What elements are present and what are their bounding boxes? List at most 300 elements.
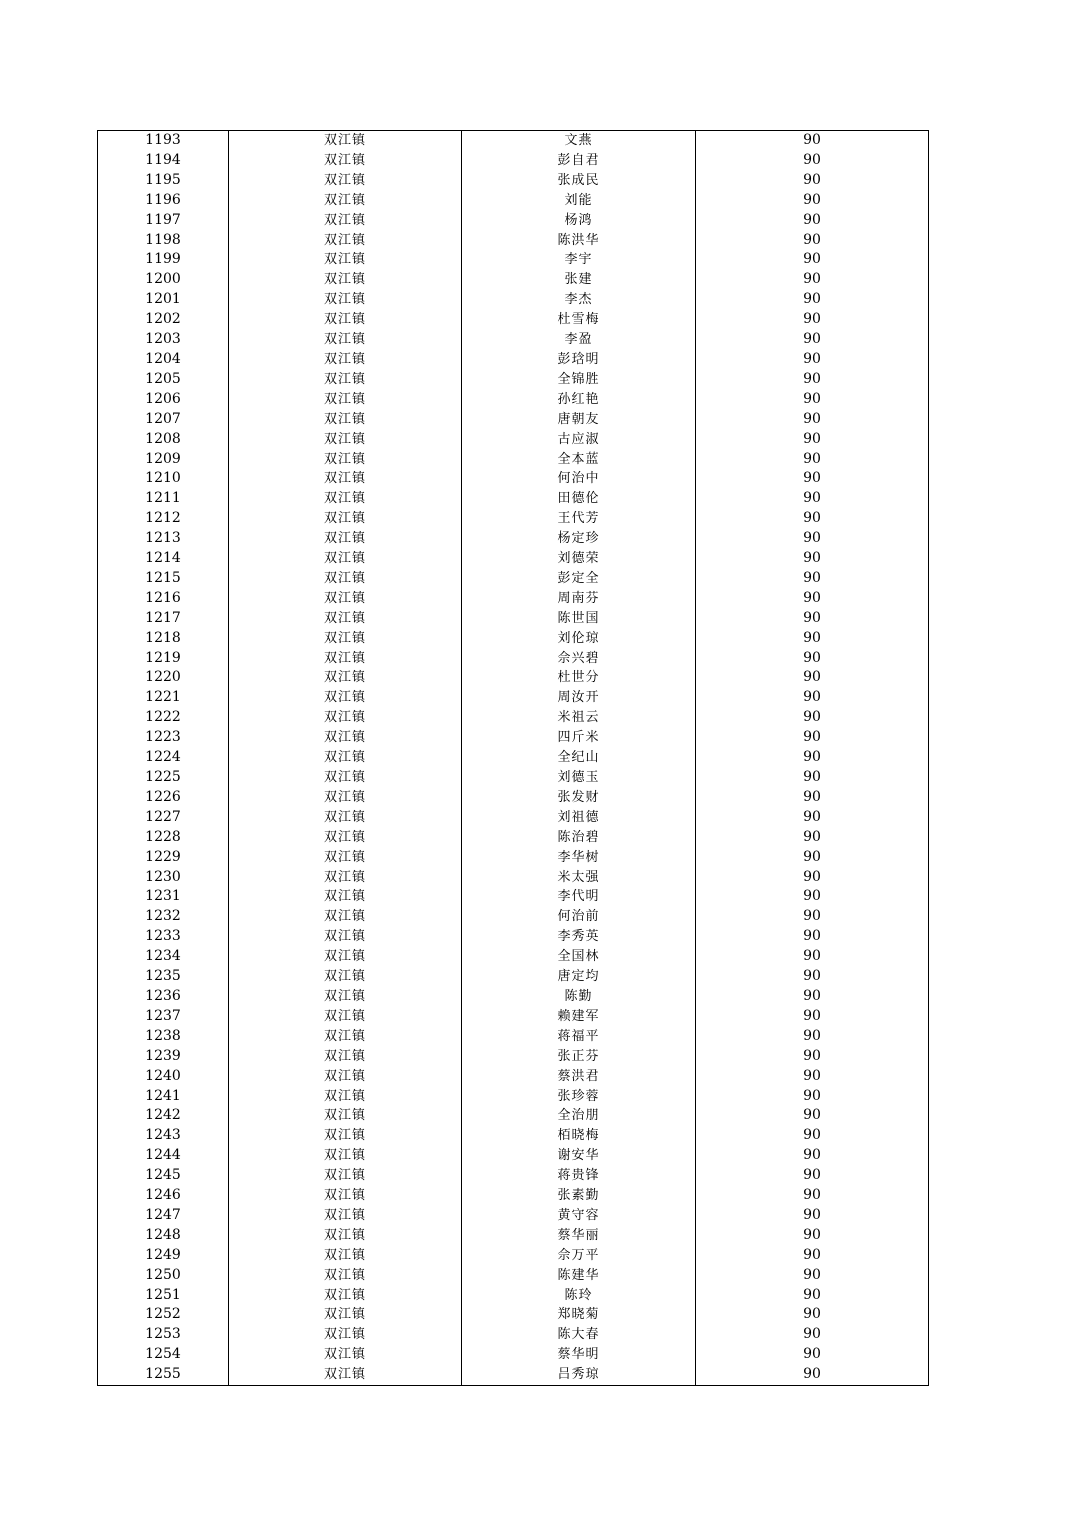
amount-cell: 90 — [696, 987, 929, 1007]
serial-number-cell: 1249 — [98, 1246, 229, 1266]
township-cell: 双江镇 — [229, 1266, 462, 1286]
serial-number-cell: 1220 — [98, 668, 229, 688]
serial-number-cell: 1233 — [98, 927, 229, 947]
serial-number-cell: 1198 — [98, 231, 229, 251]
person-name-cell: 佘万平 — [462, 1246, 696, 1266]
table-row — [98, 330, 929, 350]
table-row — [98, 987, 929, 1007]
table-row — [98, 1345, 929, 1365]
table-row — [98, 1106, 929, 1126]
serial-number-cell: 1231 — [98, 887, 229, 907]
township-cell: 双江镇 — [229, 728, 462, 748]
amount-cell: 90 — [696, 808, 929, 828]
table-row — [98, 1047, 929, 1067]
person-name-cell: 李盈 — [462, 330, 696, 350]
table-row — [98, 808, 929, 828]
person-name-cell: 蒋福平 — [462, 1027, 696, 1047]
person-name-cell: 陈治碧 — [462, 828, 696, 848]
amount-cell: 90 — [696, 1226, 929, 1246]
serial-number-cell: 1239 — [98, 1047, 229, 1067]
table-row — [98, 1305, 929, 1325]
serial-number-cell: 1217 — [98, 609, 229, 629]
township-cell: 双江镇 — [229, 1027, 462, 1047]
person-name-cell: 蔡华明 — [462, 1345, 696, 1365]
township-cell: 双江镇 — [229, 708, 462, 728]
amount-cell: 90 — [696, 1246, 929, 1266]
amount-cell: 90 — [696, 450, 929, 470]
township-cell: 双江镇 — [229, 430, 462, 450]
township-cell: 双江镇 — [229, 1325, 462, 1345]
table-row — [98, 529, 929, 549]
amount-cell: 90 — [696, 728, 929, 748]
township-cell: 双江镇 — [229, 1365, 462, 1385]
table-row — [98, 151, 929, 171]
amount-cell: 90 — [696, 589, 929, 609]
serial-number-cell: 1250 — [98, 1266, 229, 1286]
amount-cell: 90 — [696, 907, 929, 927]
township-cell: 双江镇 — [229, 250, 462, 270]
township-cell: 双江镇 — [229, 649, 462, 669]
serial-number-cell: 1235 — [98, 967, 229, 987]
table-row — [98, 270, 929, 290]
township-cell: 双江镇 — [229, 450, 462, 470]
serial-number-cell: 1226 — [98, 788, 229, 808]
amount-cell: 90 — [696, 191, 929, 211]
serial-number-cell: 1223 — [98, 728, 229, 748]
amount-cell: 90 — [696, 569, 929, 589]
serial-number-cell: 1216 — [98, 589, 229, 609]
township-cell: 双江镇 — [229, 907, 462, 927]
person-name-cell: 谢安华 — [462, 1146, 696, 1166]
person-name-cell: 杨鸿 — [462, 211, 696, 231]
township-cell: 双江镇 — [229, 509, 462, 529]
table-row — [98, 350, 929, 370]
serial-number-cell: 1252 — [98, 1305, 229, 1325]
amount-cell: 90 — [696, 629, 929, 649]
person-name-cell: 郑晓菊 — [462, 1305, 696, 1325]
township-cell: 双江镇 — [229, 1345, 462, 1365]
person-name-cell: 佘兴碧 — [462, 649, 696, 669]
amount-cell: 90 — [696, 668, 929, 688]
amount-cell: 90 — [696, 231, 929, 251]
amount-cell: 90 — [696, 688, 929, 708]
table-row — [98, 688, 929, 708]
amount-cell: 90 — [696, 649, 929, 669]
table-row — [98, 469, 929, 489]
table-row — [98, 907, 929, 927]
amount-cell: 90 — [696, 748, 929, 768]
amount-cell: 90 — [696, 708, 929, 728]
serial-number-cell: 1245 — [98, 1166, 229, 1186]
table-row — [98, 708, 929, 728]
person-name-cell: 栢晓梅 — [462, 1126, 696, 1146]
serial-number-cell: 1241 — [98, 1087, 229, 1107]
township-cell: 双江镇 — [229, 629, 462, 649]
serial-number-cell: 1253 — [98, 1325, 229, 1345]
table-row — [98, 927, 929, 947]
serial-number-cell: 1194 — [98, 151, 229, 171]
township-cell: 双江镇 — [229, 1126, 462, 1146]
person-name-cell: 周汝开 — [462, 688, 696, 708]
person-name-cell: 李杰 — [462, 290, 696, 310]
person-name-cell: 杜雪梅 — [462, 310, 696, 330]
serial-number-cell: 1209 — [98, 450, 229, 470]
person-name-cell: 刘德荣 — [462, 549, 696, 569]
table-row — [98, 1246, 929, 1266]
township-cell: 双江镇 — [229, 1286, 462, 1306]
person-name-cell: 李代明 — [462, 887, 696, 907]
person-name-cell: 全治朋 — [462, 1106, 696, 1126]
township-cell: 双江镇 — [229, 1246, 462, 1266]
serial-number-cell: 1228 — [98, 828, 229, 848]
township-cell: 双江镇 — [229, 748, 462, 768]
table-row — [98, 649, 929, 669]
township-cell: 双江镇 — [229, 668, 462, 688]
serial-number-cell: 1211 — [98, 489, 229, 509]
township-cell: 双江镇 — [229, 1186, 462, 1206]
amount-cell: 90 — [696, 887, 929, 907]
township-cell: 双江镇 — [229, 489, 462, 509]
amount-cell: 90 — [696, 350, 929, 370]
table-row — [98, 171, 929, 191]
serial-number-cell: 1243 — [98, 1126, 229, 1146]
amount-cell: 90 — [696, 410, 929, 430]
person-name-cell: 张成民 — [462, 171, 696, 191]
person-name-cell: 陈世国 — [462, 609, 696, 629]
serial-number-cell: 1230 — [98, 868, 229, 888]
table-row — [98, 1067, 929, 1087]
person-name-cell: 米太强 — [462, 868, 696, 888]
table-row — [98, 589, 929, 609]
township-cell: 双江镇 — [229, 529, 462, 549]
township-cell: 双江镇 — [229, 1146, 462, 1166]
table-row — [98, 569, 929, 589]
table-row — [98, 390, 929, 410]
person-name-cell: 陈建华 — [462, 1266, 696, 1286]
amount-cell: 90 — [696, 609, 929, 629]
table-row — [98, 1206, 929, 1226]
person-name-cell: 全国林 — [462, 947, 696, 967]
table-row — [98, 768, 929, 788]
table-row — [98, 748, 929, 768]
amount-cell: 90 — [696, 290, 929, 310]
township-cell: 双江镇 — [229, 131, 462, 151]
person-name-cell: 唐定均 — [462, 967, 696, 987]
table-row — [98, 1126, 929, 1146]
table-row — [98, 310, 929, 330]
township-cell: 双江镇 — [229, 1007, 462, 1027]
amount-cell: 90 — [696, 370, 929, 390]
serial-number-cell: 1242 — [98, 1106, 229, 1126]
amount-cell: 90 — [696, 1305, 929, 1325]
person-name-cell: 彭定全 — [462, 569, 696, 589]
amount-cell: 90 — [696, 509, 929, 529]
amount-cell: 90 — [696, 131, 929, 151]
table-row — [98, 211, 929, 231]
serial-number-cell: 1248 — [98, 1226, 229, 1246]
person-name-cell: 蔡洪君 — [462, 1067, 696, 1087]
amount-cell: 90 — [696, 489, 929, 509]
table-row — [98, 848, 929, 868]
table-row — [98, 609, 929, 629]
person-name-cell: 田德伦 — [462, 489, 696, 509]
person-name-cell: 杨定珍 — [462, 529, 696, 549]
serial-number-cell: 1204 — [98, 350, 229, 370]
person-name-cell: 张正芬 — [462, 1047, 696, 1067]
table-row — [98, 868, 929, 888]
amount-cell: 90 — [696, 529, 929, 549]
serial-number-cell: 1208 — [98, 430, 229, 450]
township-cell: 双江镇 — [229, 1047, 462, 1067]
amount-cell: 90 — [696, 1106, 929, 1126]
serial-number-cell: 1251 — [98, 1286, 229, 1306]
serial-number-cell: 1200 — [98, 270, 229, 290]
serial-number-cell: 1197 — [98, 211, 229, 231]
table-row — [98, 1226, 929, 1246]
amount-cell: 90 — [696, 469, 929, 489]
township-cell: 双江镇 — [229, 768, 462, 788]
serial-number-cell: 1196 — [98, 191, 229, 211]
person-name-cell: 孙红艳 — [462, 390, 696, 410]
serial-number-cell: 1247 — [98, 1206, 229, 1226]
amount-cell: 90 — [696, 171, 929, 191]
person-name-cell: 米祖云 — [462, 708, 696, 728]
township-cell: 双江镇 — [229, 350, 462, 370]
person-name-cell: 赖建军 — [462, 1007, 696, 1027]
table-row — [98, 828, 929, 848]
serial-number-cell: 1229 — [98, 848, 229, 868]
amount-cell: 90 — [696, 947, 929, 967]
table-row — [98, 549, 929, 569]
person-name-cell: 古应淑 — [462, 430, 696, 450]
person-name-cell: 全锦胜 — [462, 370, 696, 390]
person-name-cell: 张发财 — [462, 788, 696, 808]
township-cell: 双江镇 — [229, 688, 462, 708]
table-row — [98, 1186, 929, 1206]
serial-number-cell: 1246 — [98, 1186, 229, 1206]
amount-cell: 90 — [696, 1266, 929, 1286]
person-name-cell: 刘能 — [462, 191, 696, 211]
serial-number-cell: 1234 — [98, 947, 229, 967]
amount-cell: 90 — [696, 788, 929, 808]
table-row — [98, 509, 929, 529]
serial-number-cell: 1255 — [98, 1365, 229, 1385]
township-cell: 双江镇 — [229, 469, 462, 489]
amount-cell: 90 — [696, 1166, 929, 1186]
amount-cell: 90 — [696, 848, 929, 868]
township-cell: 双江镇 — [229, 967, 462, 987]
serial-number-cell: 1213 — [98, 529, 229, 549]
serial-number-cell: 1207 — [98, 410, 229, 430]
serial-number-cell: 1193 — [98, 131, 229, 151]
person-name-cell: 吕秀琼 — [462, 1365, 696, 1385]
roster-table-body — [98, 131, 929, 1386]
amount-cell: 90 — [696, 310, 929, 330]
serial-number-cell: 1225 — [98, 768, 229, 788]
amount-cell: 90 — [696, 211, 929, 231]
township-cell: 双江镇 — [229, 171, 462, 191]
table-row — [98, 1365, 929, 1385]
serial-number-cell: 1205 — [98, 370, 229, 390]
serial-number-cell: 1218 — [98, 629, 229, 649]
person-name-cell: 全本蓝 — [462, 450, 696, 470]
amount-cell: 90 — [696, 430, 929, 450]
person-name-cell: 全纪山 — [462, 748, 696, 768]
amount-cell: 90 — [696, 868, 929, 888]
table-row — [98, 668, 929, 688]
serial-number-cell: 1212 — [98, 509, 229, 529]
table-row — [98, 231, 929, 251]
township-cell: 双江镇 — [229, 887, 462, 907]
person-name-cell: 蔡华丽 — [462, 1226, 696, 1246]
amount-cell: 90 — [696, 1206, 929, 1226]
serial-number-cell: 1232 — [98, 907, 229, 927]
person-name-cell: 李宇 — [462, 250, 696, 270]
serial-number-cell: 1195 — [98, 171, 229, 191]
table-row — [98, 1286, 929, 1306]
person-name-cell: 刘德玉 — [462, 768, 696, 788]
table-row — [98, 131, 929, 151]
serial-number-cell: 1244 — [98, 1146, 229, 1166]
amount-cell: 90 — [696, 270, 929, 290]
township-cell: 双江镇 — [229, 410, 462, 430]
table-row — [98, 788, 929, 808]
township-cell: 双江镇 — [229, 828, 462, 848]
person-name-cell: 彭自君 — [462, 151, 696, 171]
township-cell: 双江镇 — [229, 310, 462, 330]
table-row — [98, 1325, 929, 1345]
table-row — [98, 370, 929, 390]
amount-cell: 90 — [696, 1365, 929, 1385]
serial-number-cell: 1224 — [98, 748, 229, 768]
serial-number-cell: 1254 — [98, 1345, 229, 1365]
person-name-cell: 杜世分 — [462, 668, 696, 688]
township-cell: 双江镇 — [229, 947, 462, 967]
serial-number-cell: 1199 — [98, 250, 229, 270]
person-name-cell: 张素勤 — [462, 1186, 696, 1206]
person-name-cell: 唐朝友 — [462, 410, 696, 430]
table-row — [98, 430, 929, 450]
table-row — [98, 1007, 929, 1027]
roster-table — [97, 130, 929, 1386]
township-cell: 双江镇 — [229, 788, 462, 808]
table-row — [98, 947, 929, 967]
person-name-cell: 张建 — [462, 270, 696, 290]
person-name-cell: 黄守容 — [462, 1206, 696, 1226]
township-cell: 双江镇 — [229, 808, 462, 828]
person-name-cell: 李华树 — [462, 848, 696, 868]
township-cell: 双江镇 — [229, 370, 462, 390]
amount-cell: 90 — [696, 1345, 929, 1365]
amount-cell: 90 — [696, 1087, 929, 1107]
person-name-cell: 周南芬 — [462, 589, 696, 609]
table-row — [98, 1166, 929, 1186]
person-name-cell: 陈勤 — [462, 987, 696, 1007]
amount-cell: 90 — [696, 151, 929, 171]
person-name-cell: 李秀英 — [462, 927, 696, 947]
township-cell: 双江镇 — [229, 868, 462, 888]
table-row — [98, 450, 929, 470]
person-name-cell: 四斤米 — [462, 728, 696, 748]
amount-cell: 90 — [696, 1286, 929, 1306]
township-cell: 双江镇 — [229, 609, 462, 629]
serial-number-cell: 1203 — [98, 330, 229, 350]
amount-cell: 90 — [696, 330, 929, 350]
amount-cell: 90 — [696, 390, 929, 410]
township-cell: 双江镇 — [229, 1226, 462, 1246]
township-cell: 双江镇 — [229, 290, 462, 310]
amount-cell: 90 — [696, 1325, 929, 1345]
serial-number-cell: 1206 — [98, 390, 229, 410]
amount-cell: 90 — [696, 927, 929, 947]
table-row — [98, 728, 929, 748]
person-name-cell: 陈洪华 — [462, 231, 696, 251]
person-name-cell: 何治中 — [462, 469, 696, 489]
table-row — [98, 1087, 929, 1107]
amount-cell: 90 — [696, 1027, 929, 1047]
table-row — [98, 290, 929, 310]
township-cell: 双江镇 — [229, 1106, 462, 1126]
amount-cell: 90 — [696, 828, 929, 848]
person-name-cell: 刘伦琼 — [462, 629, 696, 649]
township-cell: 双江镇 — [229, 987, 462, 1007]
table-row — [98, 1027, 929, 1047]
table-row — [98, 1146, 929, 1166]
amount-cell: 90 — [696, 1007, 929, 1027]
person-name-cell: 张珍蓉 — [462, 1087, 696, 1107]
person-name-cell: 彭琀明 — [462, 350, 696, 370]
person-name-cell: 陈玲 — [462, 1286, 696, 1306]
amount-cell: 90 — [696, 1047, 929, 1067]
serial-number-cell: 1214 — [98, 549, 229, 569]
table-row — [98, 1266, 929, 1286]
serial-number-cell: 1201 — [98, 290, 229, 310]
serial-number-cell: 1210 — [98, 469, 229, 489]
serial-number-cell: 1215 — [98, 569, 229, 589]
amount-cell: 90 — [696, 1126, 929, 1146]
table-row — [98, 250, 929, 270]
township-cell: 双江镇 — [229, 191, 462, 211]
amount-cell: 90 — [696, 1146, 929, 1166]
township-cell: 双江镇 — [229, 1206, 462, 1226]
township-cell: 双江镇 — [229, 1166, 462, 1186]
table-row — [98, 887, 929, 907]
township-cell: 双江镇 — [229, 549, 462, 569]
serial-number-cell: 1202 — [98, 310, 229, 330]
amount-cell: 90 — [696, 1067, 929, 1087]
amount-cell: 90 — [696, 967, 929, 987]
table-row — [98, 410, 929, 430]
township-cell: 双江镇 — [229, 390, 462, 410]
township-cell: 双江镇 — [229, 569, 462, 589]
township-cell: 双江镇 — [229, 211, 462, 231]
table-row — [98, 489, 929, 509]
person-name-cell: 蒋贵锋 — [462, 1166, 696, 1186]
person-name-cell: 王代芳 — [462, 509, 696, 529]
amount-cell: 90 — [696, 549, 929, 569]
person-name-cell: 文燕 — [462, 131, 696, 151]
person-name-cell: 何治前 — [462, 907, 696, 927]
serial-number-cell: 1222 — [98, 708, 229, 728]
person-name-cell: 刘祖德 — [462, 808, 696, 828]
township-cell: 双江镇 — [229, 231, 462, 251]
table-row — [98, 967, 929, 987]
serial-number-cell: 1227 — [98, 808, 229, 828]
township-cell: 双江镇 — [229, 1067, 462, 1087]
person-name-cell: 陈大春 — [462, 1325, 696, 1345]
serial-number-cell: 1219 — [98, 649, 229, 669]
township-cell: 双江镇 — [229, 1087, 462, 1107]
